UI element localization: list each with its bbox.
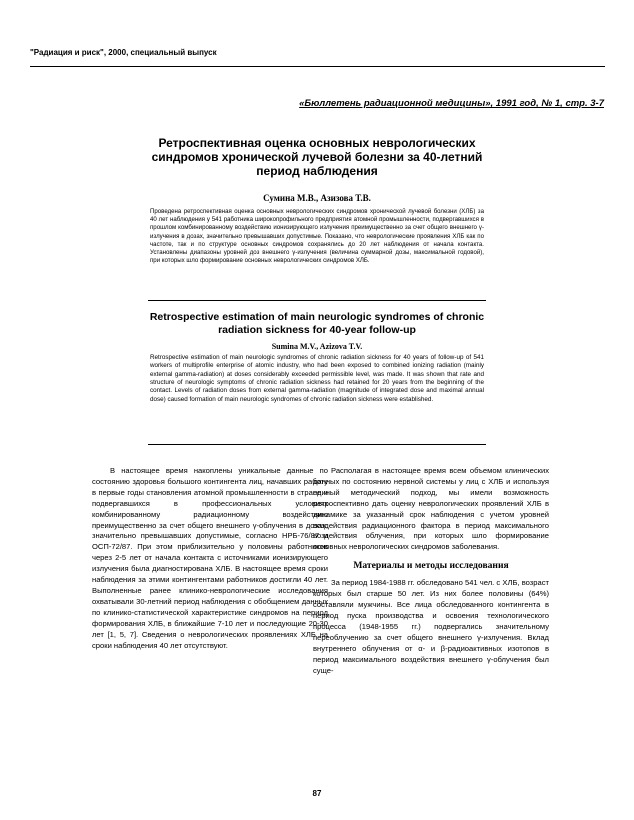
title-russian: Ретроспективная оценка основных неврологических синдромов хронической лучевой болезни за 40-летний период наблюдения (151, 136, 483, 178)
journal-header: "Радиация и риск", 2000, специальный выпуск (30, 48, 217, 57)
abstract-russian: Проведена ретроспективная оценка основных неврологических синдромов хронической лучевой болезни (ХЛБ) за 40 лет наблюдения у 541 работника широкопрофильного предприятия атомной промышленности, подвергавшихся в прошлом комбинированному воздействию ионизирующего излучения преимущественно за счет общего внешнего γ-излучения в дозах, значительно превышавших допустимые. Показано, что неврологические проявления ХЛБ как по частоте, так и по структуре основных синдромов сохранялись до 20 лет наблюдения от начала контакта. Установлены диапазоны уровней доз внешнего γ-излучения (величина суммарной дозы, максимальной годовой), при которых шло формирование основных неврологических синдромов ХЛБ. (150, 208, 484, 265)
abstract-english: Retrospective estimation of main neurologic syndromes of chronic radiation sickness for 40 years of follow-up of 541 workers of multiprofile enterprise of atomic industry, who had been exposed to combined ionizing radiation (mainly external gamma-radiation) at doses considerably exceeded permissible level, was made. It was shown that rate and structure of neurologic symptoms of chronic radiation sickness had retained for 20 years from the beginning of the contact. Levels of radiation doses from external gamma-radiation (magnitude of integrated dose and maximal annual dose) caused formation of main neurologic syndromes of chronic radiation sickness were established. (150, 354, 484, 403)
methods-paragraph: За период 1984-1988 гг. обследовано 541 чел. с ХЛБ, возраст которых был старше 50 лет. Из них более половины (64%) составляли мужчины. Все лица обследованного контингента в период пуска производства и освоения технологического процесса (1948-1955 гг.) подвергались значительному переоблучению за счет общего внешнего γ-излучения. Вклад внутреннего облучения от α- и β-радиоактивных изотопов в период максимального воздействия внешнего γ-облучения был суще- (313, 578, 549, 675)
intro-paragraph: В настоящее время накоплены уникальные данные по состоянию здоровья большого контингента лиц, начавших работу в первые годы становления атомной промышленности в стране и подвергавшихся в профессиональных условиях комбинированному радиационному воздействию преимущественно за счет общего внешнего γ-облучения в дозах, значительно превышавших допустимые, согласно НРБ-76/87 и ОСП-72/87. При этом приблизительно у половины работников через 2-5 лет от начала контакта с источниками ионизирующего излучения была диагностирована ХЛБ. В настоящее время сроки наблюдения за этими контингентами работников достигли 40 лет. Выполненные ранее клинико-неврологические исследования охватывали 30-летний период наблюдения с обобщением данных по клинико-статистической характеристике синдромов на период формирования ХЛБ, в ближайшие 7-10 лет и последующие 20-30 лет [1, 5, 7]. Сведения о неврологических проявлениях ХЛБ на сроки наблюдения 40 лет отсутствуют. (92, 466, 328, 650)
source-citation: «Бюллетень радиационной медицины», 1991 год, № 1, стр. 3-7 (299, 98, 604, 109)
section-heading-methods: Материалы и методы исследования (353, 560, 509, 572)
page-number: 87 (312, 789, 322, 798)
body-column-left (92, 466, 328, 651)
data-paragraph: Располагая в настоящее время всем объемом клинических данных по состоянию нервной системы у лиц с ХЛБ и используя единый методический подход, мы имели возможность ретроспективно дать оценку неврологических проявлений ХЛБ в динамике за указанный срок наблюдения с учетом уровней воздействия радиационного фактора в период максимального воздействия облучения, при которых шло формирование основных неврологических синдромов заболевания. (313, 466, 549, 552)
authors-english: Sumina M.V., Azizova T.V. (271, 342, 363, 351)
abstract-divider-top (148, 300, 486, 301)
body-column-right (313, 466, 549, 676)
header-divider (30, 66, 605, 67)
abstract-divider-bottom (148, 444, 486, 445)
title-english: Retrospective estimation of main neurologic syndromes of chronic radiation sickness for 40-year follow-up (149, 311, 485, 336)
authors-russian: Сумина М.В., Азизова Т.В. (263, 193, 371, 203)
